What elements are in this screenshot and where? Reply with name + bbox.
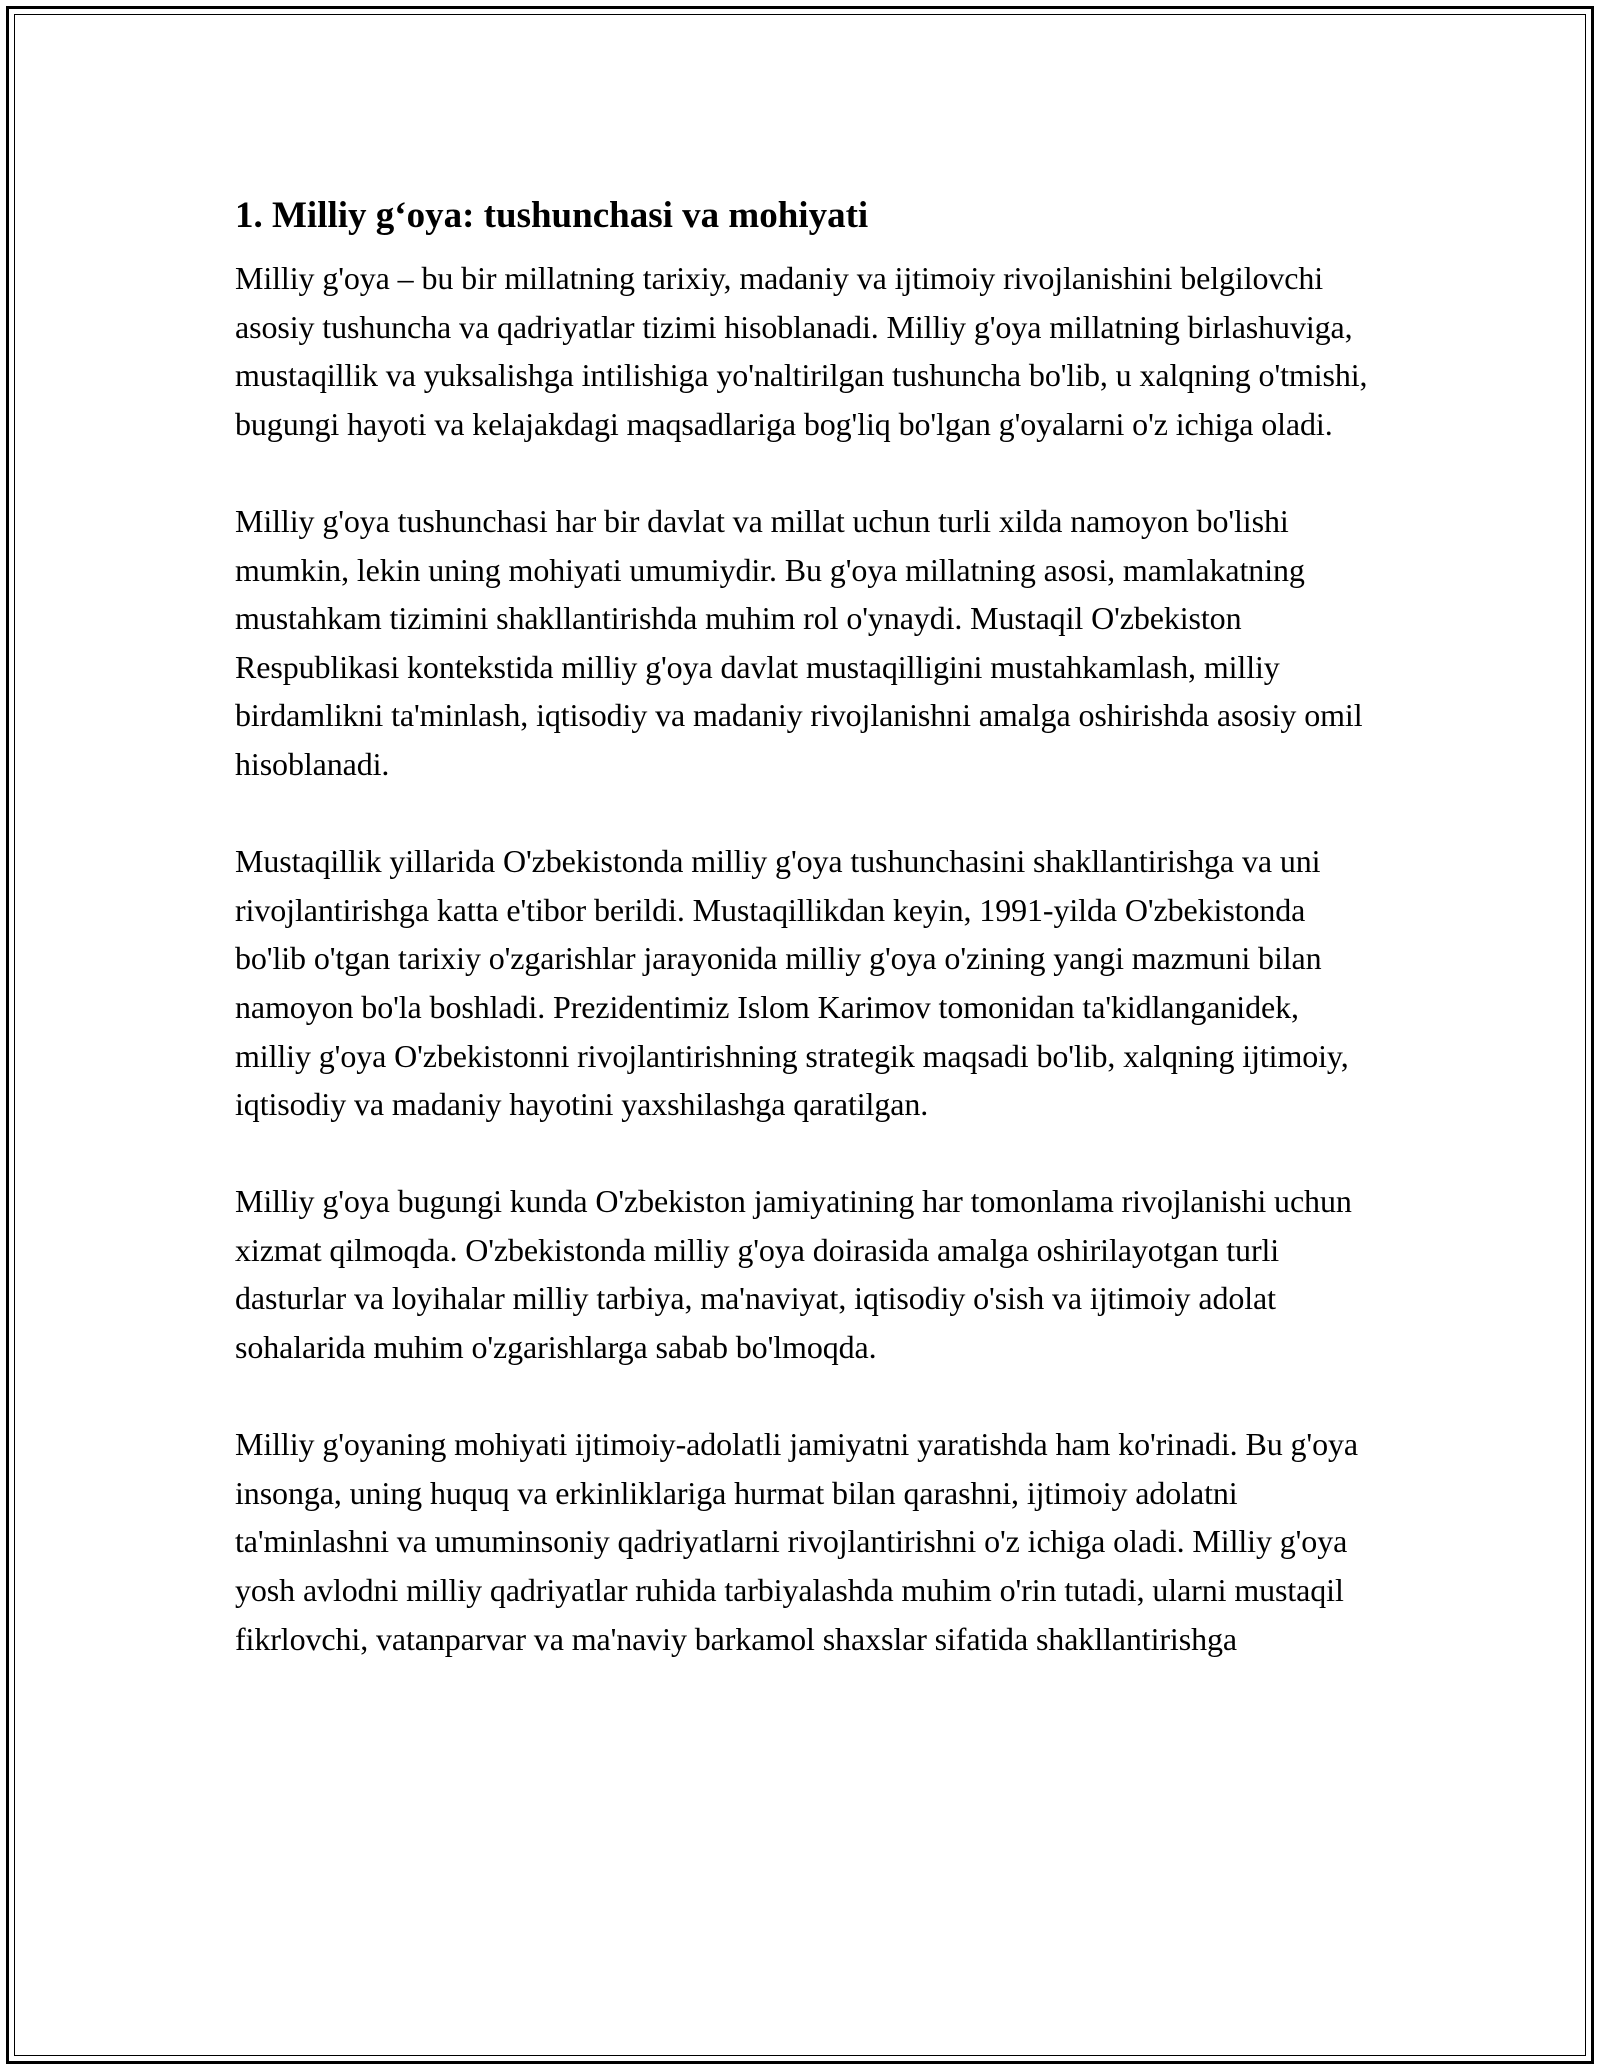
paragraph-4: Milliy g'oya bugungi kunda O'zbekiston jamiyatining har tomonlama rivojlanishi uchun xizmat qilmoqda. O'zbekistonda milliy g'oya doirasida amalga oshirilayotgan turli dasturlar va loyihalar milliy tarbiya, ma'naviyat, iqtisodiy o'sish va ijtimoiy adolat sohalarida muhim o'zgarishlarga sabab bo'lmoqda. <box>235 1183 1352 1366</box>
paragraph-5: Milliy g'oyaning mohiyati ijtimoiy-adolatli jamiyatni yaratishda ham ko'rinadi. Bu g'oya insonga, uning huquq va erkinliklariga hurmat bilan qarashni, ijtimoiy adolatni ta'minlashni va umuminsoniy qadriyatlarni rivojlantirishni o'z ichiga oladi. Milliy g'oya yosh avlodni milliy qadriyatlar ruhida tarbiyalashda muhim o'rin tutadi, ularni mustaqil fikrlovchi, vatanparvar va ma'naviy barkamol shaxslar sifatida shakllantirishga <box>235 1426 1358 1657</box>
section-heading: 1. Milliy g‘oya: tushunchasi va mohiyati <box>235 195 869 236</box>
paragraph-2: Milliy g'oya tushunchasi har bir davlat va millat uchun turli xilda namoyon bo'lishi mumkin, lekin uning mohiyati umumiydir. Bu g'oya millatning asosi, mamlakatning mustahkam tizimini shakllantirishda muhim rol o'ynaydi. Mustaqil O'zbekiston Respublikasi kontekstida milliy g'oya davlat mustaqilligini mustahkamlash, milliy birdamlikni ta'minlash, iqtisodiy va madaniy rivojlanishni amalga oshirishda asosiy omil hisoblanadi. <box>235 502 1363 782</box>
paragraph-1: Milliy g'oya – bu bir millatning tarixiy, madaniy va ijtimoiy rivojlanishini belgilovchi asosiy tushuncha va qadriyatlar tizimi hisoblanadi. Milliy g'oya millatning birlashuviga, mustaqillik va yuksalishga intilishiga yo'naltirilgan tushuncha bo'lib, u xalqning o'tmishi, bugungi hayoti va kelajakdagi maqsadlariga bog'liq bo'lgan g'oyalarni o'z ichiga oladi. <box>235 260 1368 442</box>
document-body <box>235 190 1370 1663</box>
paragraph-3: Mustaqillik yillarida O'zbekistonda milliy g'oya tushunchasini shakllantirishga va uni rivojlantirishga katta e'tibor berildi. Mustaqillikdan keyin, 1991-yilda O'zbekistonda bo'lib o'tgan tarixiy o'zgarishlar jarayonida milliy g'oya o'zining yangi mazmuni bilan namoyon bo'la boshladi. Prezidentimiz Islom Karimov tomonidan ta'kidlanganidek, milliy g'oya O'zbekistonni rivojlantirishning strategik maqsadi bo'lib, xalqning ijtimoiy, iqtisodiy va madaniy hayotini yaxshilashga qaratilgan. <box>235 843 1349 1123</box>
